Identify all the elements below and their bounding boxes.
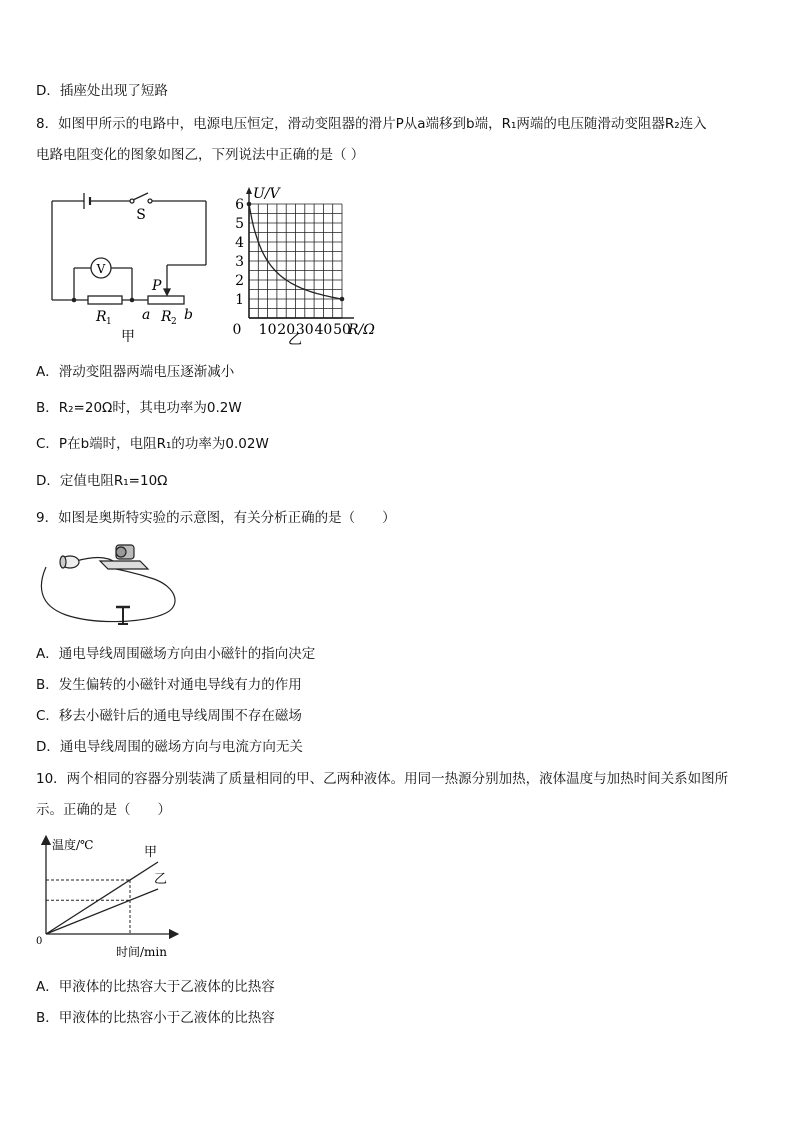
q10-stem-line1: 10．两个相同的容器分别装满了质量相同的甲、乙两种液体。用同一热源分别加热，液体温度与加热时间关系如图所 xyxy=(36,771,729,787)
end-a-label: a xyxy=(142,307,151,323)
slider-label: P xyxy=(152,278,162,294)
q10-option-b: B．甲液体的比热容小于乙液体的比热容 xyxy=(36,1010,275,1026)
y-tick-label: 6 xyxy=(235,197,244,213)
rheostat-r2 xyxy=(148,296,184,304)
q8-option-d: D．定值电阻R₁=10Ω xyxy=(36,473,168,489)
series-jia-label: 甲 xyxy=(144,845,158,860)
x-tick-label: 50 xyxy=(333,322,351,338)
curve-end-point xyxy=(340,297,345,302)
oersted-experiment-figure xyxy=(36,535,178,635)
x-tick-label: 40 xyxy=(314,322,333,338)
y-tick-label: 1 xyxy=(235,292,244,308)
curve-start-point xyxy=(247,202,252,207)
q8-option-b: B．R₂=20Ω时，其电功率为0.2W xyxy=(36,400,242,416)
switch-label: S xyxy=(136,207,146,223)
q8-stem-line2: 电路电阻变化的图象如图乙，下列说法中正确的是（ ） xyxy=(36,147,365,163)
x-axis-label: 时间/min xyxy=(116,945,167,959)
q8-stem-line1: 8．如图甲所示的电路中，电源电压恒定，滑动变阻器的滑片P从a端移到b端，R₁两端的电压随滑动变阻器R₂连入 xyxy=(36,116,707,132)
compass-base xyxy=(100,561,148,569)
r2-subscript: 2 xyxy=(171,317,177,327)
voltage-resistance-graph xyxy=(225,180,395,350)
series-yi-line xyxy=(46,889,158,934)
temperature-time-graph xyxy=(34,832,184,967)
circuit-diagram xyxy=(40,185,220,345)
x-axis-label: R/Ω xyxy=(348,322,375,338)
series-jia-line xyxy=(46,862,158,934)
graph-caption: 乙 xyxy=(288,332,302,348)
q9-option-d: D．通电导线周围的磁场方向与电流方向无关 xyxy=(36,739,303,755)
q8-option-c: C．P在b端时，电阻R₁的功率为0.02W xyxy=(36,436,269,452)
y-axis-arrow xyxy=(246,187,252,194)
y-tick-label: 3 xyxy=(235,254,244,270)
resistor-r1 xyxy=(88,296,122,304)
origin-label: 0 xyxy=(36,936,43,947)
y-axis-label: 温度/℃ xyxy=(52,838,94,852)
x-tick-label: 20 xyxy=(277,322,296,338)
prev-option-d: D．插座处出现了短路 xyxy=(36,83,168,99)
q9-stem: 9．如图是奥斯特实验的示意图，有关分析正确的是（ ） xyxy=(36,510,396,526)
circuit-caption: 甲 xyxy=(121,329,135,345)
switch-blade xyxy=(133,193,148,200)
q10-option-a: A．甲液体的比热容大于乙液体的比热容 xyxy=(36,979,275,995)
x-tick-label: 10 xyxy=(258,322,277,338)
x-tick-label: 30 xyxy=(295,322,314,338)
series-yi-label: 乙 xyxy=(154,872,168,887)
q9-option-b: B．发生偏转的小磁针对通电导线有力的作用 xyxy=(36,677,302,693)
voltmeter-label: V xyxy=(96,262,106,276)
q9-option-c: C．移去小磁针后的通电导线周围不存在磁场 xyxy=(36,708,302,724)
q8-option-a: A．滑动变阻器两端电压逐渐减小 xyxy=(36,364,235,380)
y-tick-label: 4 xyxy=(235,235,244,251)
q9-option-a: A．通电导线周围磁场方向由小磁针的指向决定 xyxy=(36,646,316,662)
wire-loop xyxy=(41,567,175,622)
slider-arrow xyxy=(164,289,170,295)
r1-label: R xyxy=(96,309,107,325)
r1-subscript: 1 xyxy=(106,317,112,327)
y-tick-label: 2 xyxy=(235,273,244,289)
y-tick-label: 5 xyxy=(235,216,244,232)
end-b-label: b xyxy=(184,307,193,323)
switch-contact-right xyxy=(148,199,152,203)
q10-stem-line2: 示。正确的是（ ） xyxy=(36,802,171,818)
y-axis-label: U/V xyxy=(253,186,280,202)
r2-label: R xyxy=(161,309,172,325)
x-tick-label: 0 xyxy=(232,322,242,338)
